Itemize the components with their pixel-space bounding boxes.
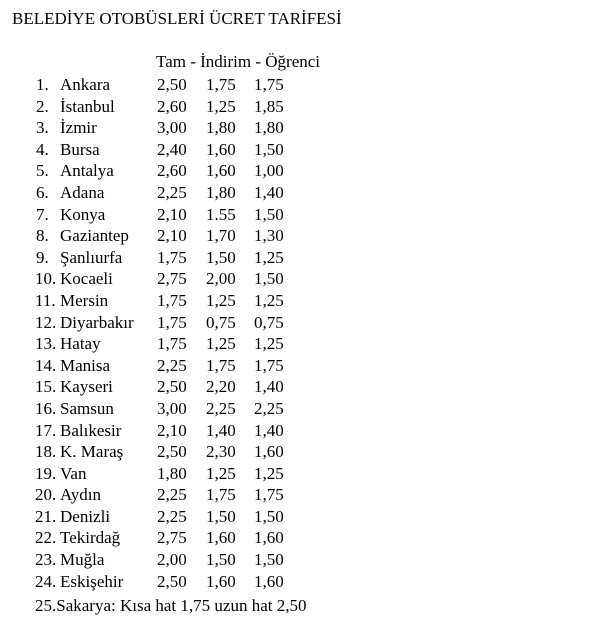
document-title: BELEDİYE OTOBÜSLERİ ÜCRET TARİFESİ (12, 9, 342, 28)
city-name: K. Maraş (60, 442, 124, 462)
fare-discount: 1,60 (206, 161, 236, 181)
fare-student: 1,25 (254, 247, 284, 267)
table-row (0, 312, 600, 334)
city-name: Antalya (60, 161, 114, 181)
fare-discount: 1,50 (206, 506, 236, 526)
row-number: 21. (35, 506, 57, 526)
fare-full: 2,10 (157, 226, 187, 246)
city-name: Manisa (60, 355, 111, 375)
table-row (0, 117, 600, 139)
city-name: Samsun (60, 398, 114, 418)
table-row (0, 571, 600, 593)
row-number: 3. (36, 118, 49, 138)
fare-discount: 1,25 (206, 290, 236, 310)
row-number: 19. (35, 463, 57, 483)
fare-full: 3,00 (157, 118, 187, 138)
table-row (0, 463, 600, 485)
fare-full: 1,80 (157, 463, 187, 483)
row-number: 11. (35, 290, 56, 310)
fare-student: 1,50 (254, 550, 284, 570)
fare-student: 1,75 (254, 75, 284, 94)
fare-discount: 2,20 (206, 377, 236, 397)
table-row (0, 420, 600, 442)
fare-student: 1,25 (254, 334, 284, 354)
fare-full: 2,60 (157, 96, 187, 116)
fare-student: 1,50 (254, 139, 284, 159)
fare-discount: 1,40 (206, 420, 236, 440)
fare-full: 2,60 (157, 161, 187, 181)
fare-full: 1,75 (157, 247, 187, 267)
row-number: 18. (35, 442, 57, 462)
fare-discount: 2,30 (206, 442, 236, 462)
fare-full: 2,25 (157, 485, 187, 505)
fare-student: 1,40 (254, 377, 284, 397)
fare-student: 1,85 (254, 96, 284, 116)
row-number: 20. (35, 485, 57, 505)
table-row (0, 268, 600, 290)
fare-discount: 1,25 (206, 463, 236, 483)
city-name: Kocaeli (60, 269, 113, 289)
city-name: Diyarbakır (60, 312, 134, 332)
row-number: 9. (36, 247, 49, 267)
city-name: Eskişehir (60, 571, 124, 591)
fare-discount: 2,25 (206, 398, 236, 418)
fare-full: 2,50 (157, 442, 187, 462)
fare-discount: 1,80 (206, 118, 236, 138)
fare-student: 1,50 (254, 204, 284, 224)
fare-full: 3,00 (157, 398, 187, 418)
fare-student: 1,75 (254, 355, 284, 375)
fare-full: 2,25 (157, 506, 187, 526)
row-number: 17. (35, 420, 57, 440)
table-row (0, 333, 600, 355)
table-row (0, 160, 600, 182)
fare-full: 2,25 (157, 355, 187, 375)
city-name: Aydın (60, 485, 101, 505)
fare-student: 2,25 (254, 398, 284, 418)
fare-student: 1,75 (254, 485, 284, 505)
city-name: İzmir (60, 118, 97, 138)
fare-full: 2,10 (157, 204, 187, 224)
fare-discount: 1,70 (206, 226, 236, 246)
table-row (0, 74, 600, 96)
city-name: Denizli (60, 506, 111, 526)
table-row (0, 96, 600, 118)
table-row (0, 506, 600, 528)
city-name: Şanlıurfa (60, 247, 123, 267)
row-number: 16. (35, 398, 57, 418)
fare-student: 1,60 (254, 571, 284, 591)
row-number: 6. (36, 182, 49, 202)
fare-full: 1,75 (157, 312, 187, 332)
row-number: 10. (35, 269, 57, 289)
row-number: 25. (35, 596, 57, 615)
column-header: Tam - İndirim - Öğrenci (156, 52, 321, 71)
fare-student: 1,00 (254, 161, 284, 181)
fare-student: 1,50 (254, 506, 284, 526)
fare-full: 2,50 (157, 377, 187, 397)
fare-discount: 1,50 (206, 550, 236, 570)
fare-discount: 1,50 (206, 247, 236, 267)
city-name: Van (60, 463, 87, 483)
fare-full: 1,75 (157, 334, 187, 354)
fare-table (0, 74, 600, 592)
table-row (0, 398, 600, 420)
fare-full: 2,50 (157, 75, 187, 94)
city-name: Mersin (60, 290, 109, 310)
table-row (0, 225, 600, 247)
row-number: 1. (36, 75, 49, 94)
fare-student: 1,60 (254, 528, 284, 548)
fare-discount: 1,80 (206, 182, 236, 202)
city-name: Balıkesir (60, 420, 122, 440)
city-name: Ankara (60, 75, 111, 94)
table-row (0, 204, 600, 226)
table-row (0, 527, 600, 549)
city-name: Muğla (60, 550, 105, 570)
row-number: 15. (35, 377, 57, 397)
table-row (0, 441, 600, 463)
table-row (0, 549, 600, 571)
fare-discount: 1,60 (206, 139, 236, 159)
fare-student: 0,75 (254, 312, 284, 332)
fare-discount: 1,75 (206, 75, 236, 94)
fare-student: 1,25 (254, 290, 284, 310)
fare-discount: 1,75 (206, 485, 236, 505)
fare-discount: 2,00 (206, 269, 236, 289)
city-name: Konya (60, 204, 106, 224)
fare-discount: 1.55 (206, 204, 236, 224)
sakarya-row (35, 595, 306, 617)
table-row (0, 290, 600, 312)
row-number: 22. (35, 528, 57, 548)
row-number: 2. (36, 96, 49, 116)
fare-student: 1,40 (254, 420, 284, 440)
table-row (0, 247, 600, 269)
fare-student: 1,50 (254, 269, 284, 289)
row-number: 12. (35, 312, 57, 332)
table-row (0, 182, 600, 204)
table-row (0, 139, 600, 161)
fare-discount: 1,25 (206, 96, 236, 116)
fare-student: 1,40 (254, 182, 284, 202)
fare-student: 1,25 (254, 463, 284, 483)
city-name: Kayseri (60, 377, 113, 397)
city-name: Hatay (60, 334, 101, 354)
fare-discount: 1,60 (206, 571, 236, 591)
fare-student: 1,30 (254, 226, 284, 246)
row-number: 7. (36, 204, 49, 224)
fare-full: 2,25 (157, 182, 187, 202)
row-number: 4. (36, 139, 49, 159)
city-name: Adana (60, 182, 105, 202)
table-row (0, 376, 600, 398)
table-row (0, 484, 600, 506)
fare-discount: 0,75 (206, 312, 236, 332)
fare-student: 1,60 (254, 442, 284, 462)
row-number: 13. (35, 334, 57, 354)
fare-full: 2,50 (157, 571, 187, 591)
sakarya-fare-text: Sakarya: Kısa hat 1,75 uzun hat 2,50 (56, 596, 307, 615)
fare-discount: 1,25 (206, 334, 236, 354)
fare-student: 1,80 (254, 118, 284, 138)
city-name: Bursa (60, 139, 100, 159)
fare-discount: 1,60 (206, 528, 236, 548)
fare-discount: 1,75 (206, 355, 236, 375)
city-name: İstanbul (60, 96, 115, 116)
table-row (0, 355, 600, 377)
city-name: Gaziantep (60, 226, 129, 246)
row-number: 14. (35, 355, 57, 375)
fare-full: 2,00 (157, 550, 187, 570)
fare-full: 2,75 (157, 528, 187, 548)
fare-full: 2,40 (157, 139, 187, 159)
row-number: 23. (35, 550, 57, 570)
row-number: 8. (36, 226, 49, 246)
row-number: 5. (36, 161, 49, 181)
fare-full: 2,10 (157, 420, 187, 440)
fare-full: 1,75 (157, 290, 187, 310)
city-name: Tekirdağ (60, 528, 121, 548)
row-number: 24. (35, 571, 57, 591)
fare-full: 2,75 (157, 269, 187, 289)
